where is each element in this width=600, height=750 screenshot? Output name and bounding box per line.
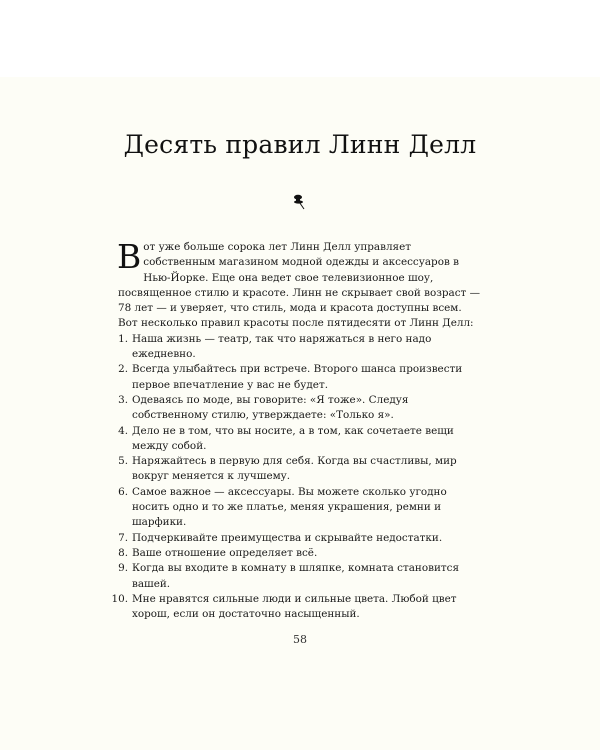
rule-number: 4. <box>118 424 128 437</box>
intro-text: от уже больше сорока лет Линн Делл управляет собственным магазином модной одежды и аксессуаров в Нью-Йорке. Еще она ведет свое телевизионное шоу, посвященное стилю и красоте. Линн не скрывает свой возраст — 78 лет — и уверяет, что стиль, мода и красота доступны всем. <box>118 241 481 315</box>
page-title: Десять правил Линн Делл <box>123 130 477 159</box>
rule-number: 8. <box>118 546 128 559</box>
rule-text: Наряжайтесь в первую для себя. Когда вы счастливы, мир вокруг меняется к лучшему. <box>132 455 457 483</box>
article-body <box>111 237 486 622</box>
list-item <box>118 561 486 592</box>
rules-lead: Вот несколько правил красоты после пятидесяти от Линн Делл: <box>118 317 474 330</box>
list-item <box>118 332 486 363</box>
rule-number: 1. <box>118 332 128 345</box>
rule-text: Самое важное — аксессуары. Вы можете сколько угодно носить одно и то же платье, меняя украшения, ремни и шарфики. <box>132 485 447 529</box>
rule-number: 5. <box>118 455 128 468</box>
list-item <box>118 393 486 424</box>
list-item <box>118 531 486 546</box>
list-item <box>118 424 486 455</box>
book-page <box>0 77 600 750</box>
rule-text: Подчеркивайте преимущества и скрывайте недостатки. <box>132 531 443 544</box>
list-item <box>118 485 486 531</box>
list-item <box>118 454 486 485</box>
pushpin-icon <box>293 194 307 210</box>
rule-text: Одеваясь по моде, вы говорите: «Я тоже». Следуя собственному стилю, утверждаете: «Только я». <box>132 393 409 422</box>
drop-cap: В <box>117 237 142 276</box>
page-number: 58 <box>293 633 307 646</box>
rule-text: Мне нравятся сильные люди и сильные цвета. Любой цвет хорош, если он достаточно насыщенный. <box>132 592 457 621</box>
rule-text: Наша жизнь — театр, так что наряжаться в него надо ежедневно. <box>132 332 432 361</box>
list-item <box>111 592 486 623</box>
rule-number: 10. <box>111 592 128 605</box>
rule-number: 3. <box>118 393 128 406</box>
rule-text: Дело не в том, что вы носите, а в том, как сочетаете вещи между собой. <box>132 424 454 452</box>
rule-number: 2. <box>118 363 128 376</box>
rule-number: 7. <box>118 531 128 544</box>
rule-text: Всегда улыбайтесь при встрече. Второго шанса произвести первое впечатление у вас не будет. <box>132 363 463 391</box>
rule-number: 6. <box>118 485 128 498</box>
rule-number: 9. <box>118 562 128 575</box>
list-item <box>118 362 486 393</box>
rule-text: Когда вы входите в комнату в шляпке, комната становится вашей. <box>132 562 460 590</box>
rule-text: Ваше отношение определяет всё. <box>132 546 318 559</box>
rules-list <box>111 332 486 623</box>
list-item <box>118 546 486 561</box>
intro-paragraph <box>117 237 486 316</box>
